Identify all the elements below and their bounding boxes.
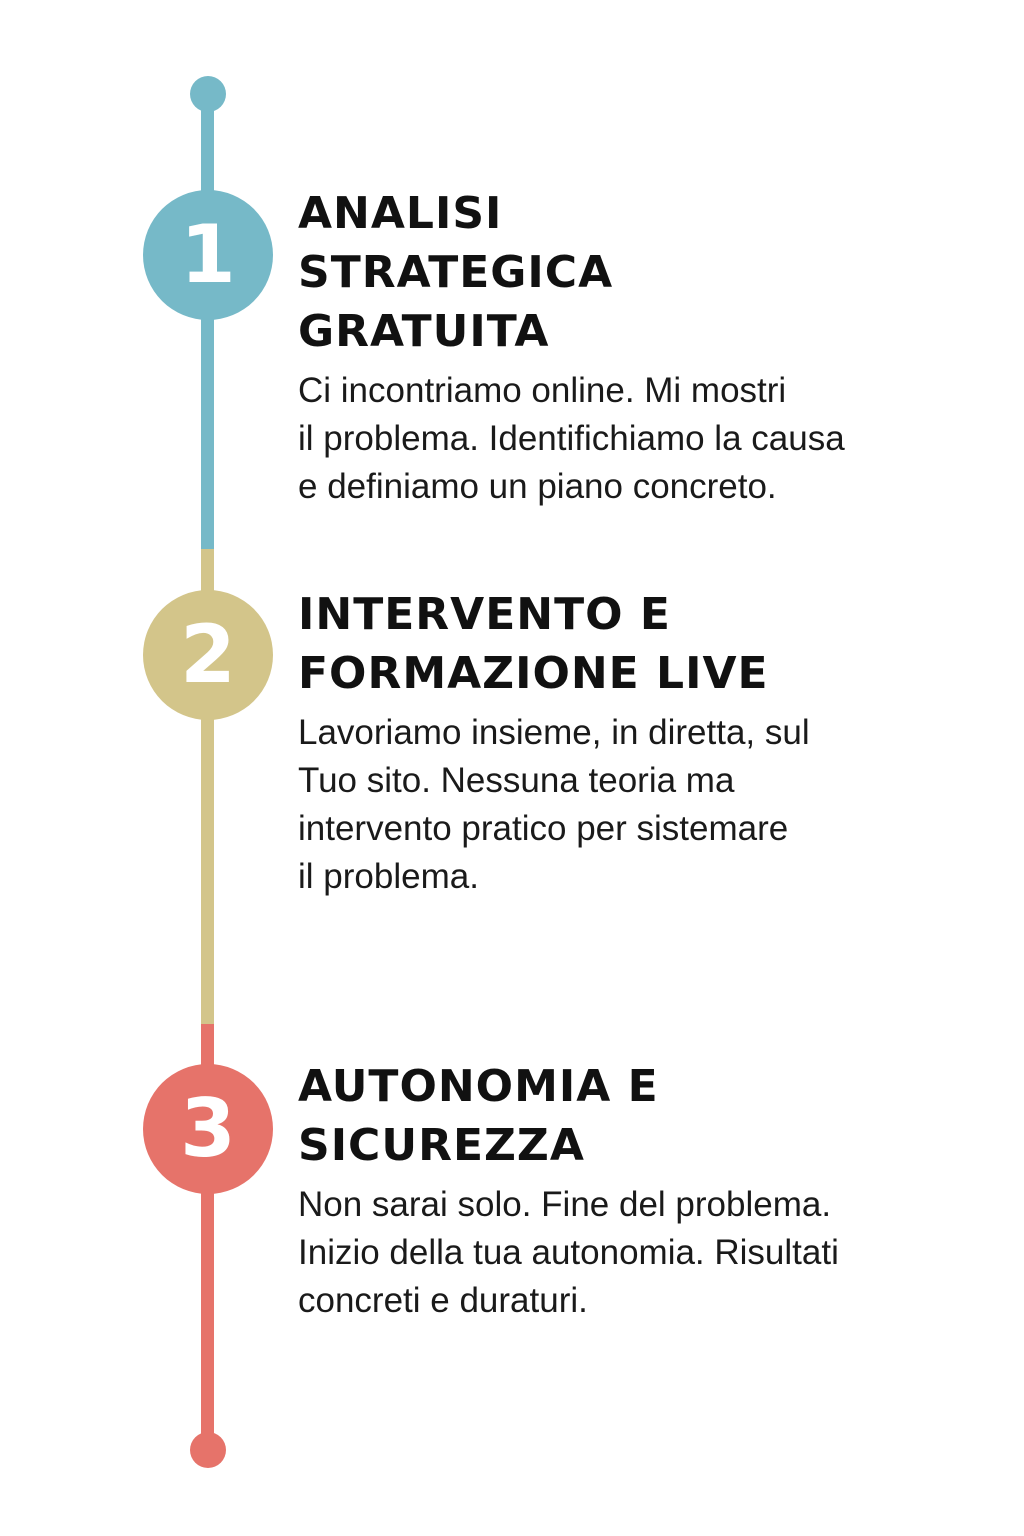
step-2-title-line: INTERVENTO E	[298, 589, 671, 640]
step-3-title-line: SICUREZZA	[298, 1120, 585, 1171]
step-2-text-line: intervento pratico per sistemare	[298, 809, 789, 848]
step-2-text-line: Tuo sito. Nessuna teoria ma	[298, 761, 735, 800]
step-2-title	[298, 585, 988, 703]
step-2-description	[298, 709, 988, 901]
step-1-badge: 1	[143, 190, 273, 320]
step-1	[298, 184, 988, 511]
step-3-text-line: Inizio della tua autonomia. Risultati	[298, 1233, 839, 1272]
step-1-text-line: Ci incontriamo online. Mi mostri	[298, 371, 787, 410]
timeline-start-dot	[190, 76, 226, 112]
step-1-title-line: STRATEGICA	[298, 247, 614, 298]
step-2-badge: 2	[143, 590, 273, 720]
timeline-segment-1	[201, 94, 214, 549]
step-3-title-line: AUTONOMIA E	[298, 1061, 659, 1112]
step-1-title	[298, 184, 988, 361]
step-2	[298, 585, 988, 901]
step-1-description	[298, 367, 988, 511]
step-2-title-line: FORMAZIONE LIVE	[298, 648, 769, 699]
step-3-text-line: concreti e duraturi.	[298, 1281, 588, 1320]
step-1-text-line: il problema. Identifichiamo la causa	[298, 419, 845, 458]
step-1-title-line: GRATUITA	[298, 306, 550, 357]
step-3-text-line: Non sarai solo. Fine del problema.	[298, 1185, 832, 1224]
step-2-text-line: Lavoriamo insieme, in diretta, sul	[298, 713, 810, 752]
step-3-description	[298, 1181, 988, 1325]
step-1-title-line: ANALISI	[298, 188, 503, 239]
timeline-end-dot	[190, 1432, 226, 1468]
step-3-badge: 3	[143, 1064, 273, 1194]
step-3	[298, 1057, 988, 1325]
step-2-text-line: il problema.	[298, 857, 479, 896]
step-3-title	[298, 1057, 988, 1175]
step-1-text-line: e definiamo un piano concreto.	[298, 467, 777, 506]
